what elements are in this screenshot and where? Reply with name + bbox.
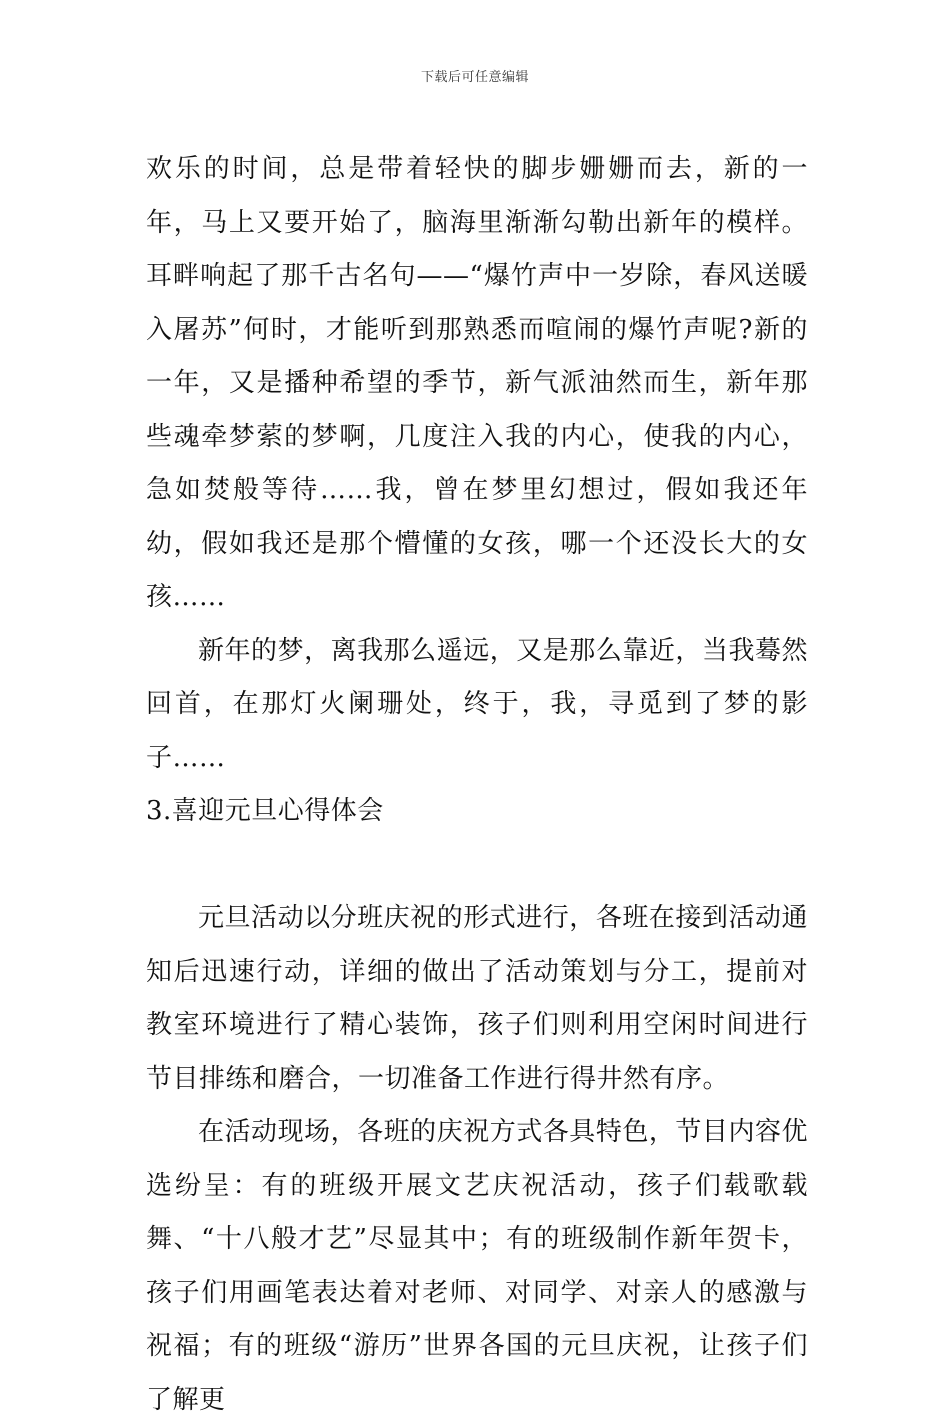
paragraph-activity-scene: 在活动现场，各班的庆祝方式各具特色，节目内容优选纷呈：有的班级开展文艺庆祝活动，孩子们载歌载舞、“十八般才艺”尽显其中；有的班级制作新年贺卡，孩子们用画笔表达着对老师、对同学、对亲人的感激与祝福；有的班级“游历”世界各国的元旦庆祝，让孩子们了解更: [146, 1117, 808, 1415]
blank-line: [146, 839, 808, 893]
section-heading: 3.喜迎元旦心得体会: [146, 796, 384, 826]
paragraph-activity-prep: 元旦活动以分班庆祝的形式进行，各班在接到活动通知后迅速行动，详细的做出了活动策划与分工，提前对教室环境进行了精心装饰，孩子们则利用空闲时间进行节目排练和磨合，一切准备工作进行得井然有序。: [146, 903, 808, 1094]
paragraph-dream-found: 新年的梦，离我那么遥远，又是那么靠近，当我蓦然回首，在那灯火阑珊处，终于，我，寻觅到了梦的影子……: [146, 635, 808, 773]
document-body: [146, 143, 808, 1427]
paragraph-new-year-dream: 欢乐的时间，总是带着轻快的脚步姗姗而去，新的一年，马上又要开始了，脑海里渐渐勾勒出新年的模样。耳畔响起了那千古名句——“爆竹声中一岁除，春风送暖入屠苏”何时，才能听到那熟悉而喧闹的爆竹声呢?新的一年，又是播种希望的季节，新气派油然而生，新年那些魂牵梦萦的梦啊，几度注入我的内心，使我的内心，急如焚般等待……我，曾在梦里幻想过，假如我还年幼，假如我还是那个懵懂的女孩，哪一个还没长大的女孩……: [146, 154, 808, 612]
page-header: 下载后可任意编辑: [420, 70, 529, 85]
